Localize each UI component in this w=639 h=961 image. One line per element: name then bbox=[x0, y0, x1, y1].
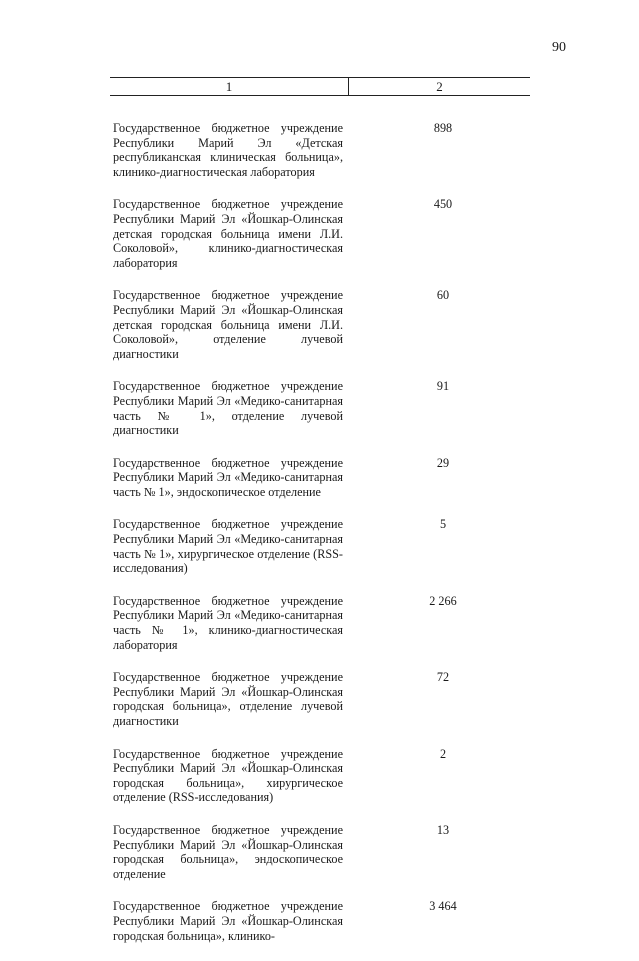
table-row bbox=[113, 379, 533, 437]
institution-name: Государственное бюджетное учреждение Республики Марий Эл «Детская республиканская клиническая больница», клинико-диагностическая лаборатория bbox=[113, 121, 343, 179]
institution-value: 3 464 bbox=[429, 899, 457, 914]
table-header bbox=[110, 77, 530, 96]
institution-value: 13 bbox=[436, 822, 450, 837]
institution-value: 898 bbox=[433, 121, 453, 135]
institution-name: Государственное бюджетное учреждение Республики Марий Эл «Йошкар-Олинская городская больница», клинико- bbox=[113, 899, 343, 943]
table-row bbox=[113, 899, 533, 943]
table-row bbox=[113, 121, 533, 179]
table-row bbox=[113, 197, 533, 270]
institution-value: 2 bbox=[439, 746, 447, 761]
institution-name: Государственное бюджетное учреждение Республики Марий Эл «Йошкар-Олинская городская больница», хирургическое отделение (RSS-исследования) bbox=[113, 746, 343, 805]
table-body bbox=[113, 121, 533, 961]
institution-name: Государственное бюджетное учреждение Республики Марий Эл «Медико-санитарная часть № 1», отделение лучевой диагностики bbox=[113, 379, 343, 438]
table-row bbox=[113, 594, 533, 652]
institution-value: 29 bbox=[436, 455, 450, 470]
table-row bbox=[113, 517, 533, 575]
institution-name: Государственное бюджетное учреждение Республики Марий Эл «Медико-санитарная часть № 1», клинико-диагностическая лаборатория bbox=[113, 593, 343, 652]
institution-value: 2 266 bbox=[429, 593, 457, 608]
page-number: 90 bbox=[552, 40, 566, 55]
table-header-col-1: 1 bbox=[110, 78, 349, 95]
table-row bbox=[113, 747, 533, 805]
institution-value: 91 bbox=[436, 379, 450, 394]
institution-value: 72 bbox=[436, 670, 450, 685]
institution-name: Государственное бюджетное учреждение Республики Марий Эл «Медико-санитарная часть № 1», хирургическое отделение (RSS-исследования) bbox=[113, 517, 343, 576]
institution-value: 60 bbox=[436, 288, 450, 303]
institution-name: Государственное бюджетное учреждение Республики Марий Эл «Медико-санитарная часть № 1», эндоскопическое отделение bbox=[113, 455, 343, 499]
institution-value: 450 bbox=[433, 197, 453, 212]
table-row bbox=[113, 456, 533, 500]
table-row bbox=[113, 823, 533, 881]
institution-name: Государственное бюджетное учреждение Республики Марий Эл «Йошкар-Олинская городская больница», отделение лучевой диагностики bbox=[113, 670, 343, 728]
table-row bbox=[113, 670, 533, 728]
institution-name: Государственное бюджетное учреждение Республики Марий Эл «Йошкар-Олинская детская городская больница имени Л.И. Соколовой», отделение лучевой диагностики bbox=[113, 288, 343, 361]
table-row bbox=[113, 288, 533, 361]
institution-value: 5 bbox=[439, 517, 447, 532]
institution-name: Государственное бюджетное учреждение Республики Марий Эл «Йошкар-Олинская городская больница», эндоскопическое отделение bbox=[113, 822, 343, 881]
table-header-col-2: 2 bbox=[436, 79, 443, 94]
institution-name: Государственное бюджетное учреждение Республики Марий Эл «Йошкар-Олинская детская городская больница имени Л.И. Соколовой», клинико-диагностическая лаборатория bbox=[113, 197, 343, 270]
